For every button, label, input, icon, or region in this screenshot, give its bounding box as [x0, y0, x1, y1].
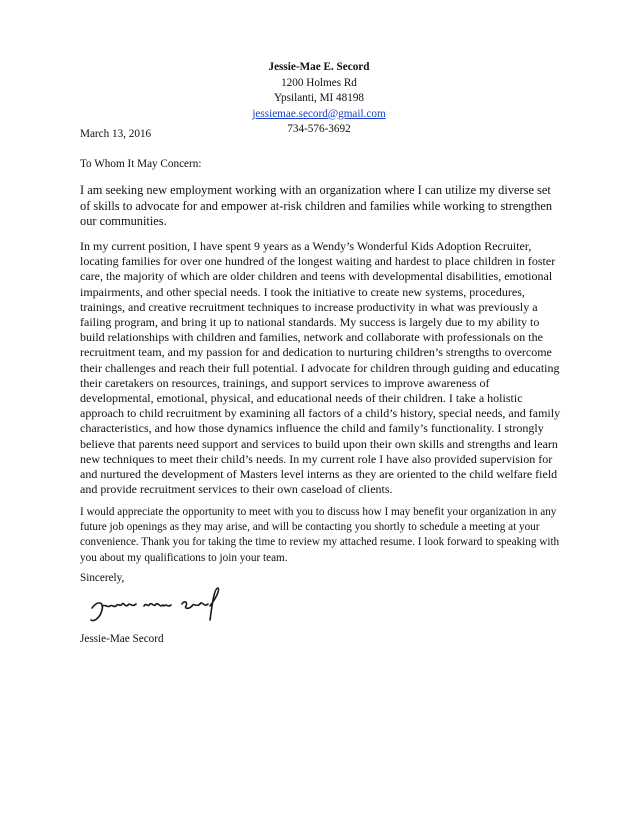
- paragraph-experience: [80, 239, 564, 497]
- paragraph-intro: [80, 183, 564, 230]
- paragraph-closing-text: I would appreciate the opportunity to meet with you to discuss how I may benefit your organization in any future job openings as they may arise, and will be contacting you shortly to schedule a meeting at your convenience. Thank you for taking the time to review my attached resume. I look forward to speaking with you about my qualifications to join your team.: [80, 506, 560, 564]
- sender-street: 1200 Holmes Rd: [281, 76, 357, 89]
- sender-city: Ypsilanti, MI 48198: [273, 92, 365, 104]
- sender-name: Jessie-Mae E. Secord: [268, 61, 370, 73]
- salutation: To Whom It May Concern:: [80, 158, 202, 170]
- paragraph-experience-text: In my current position, I have spent 9 years as a Wendy’s Wonderful Kids Adoption Recruiter, locating families for over one hundred of the longest waiting and hardest to place children in foster care, the majority of which are older children and teens with developmental disabilities, emotional impairments, and other special needs. I took the initiative to create new systems, procedures, trainings, and creative recruitment techniques to increase productivity in what was previously a failing program, and bring it up to national standards. My success is largely due to my ability to build relationships with children and families, network and collaborate with professionals on the recruitment team, and my passion for and dedication to nurturing children’s strengths to overcome their challenges and reach their full potential. I advocate for children through guiding and educating their caretakers on resources, trainings, and support services to improve awareness of developmental, emotional, physical, and educational needs of their children. I take a holistic approach to child recruitment by examining all factors of a child’s history, special needs, and family characteristics, and how those dynamics influence the child and family’s functionality. I strongly believe that parents need support and services to build upon their own skills and strengths and learn new techniques to meet their child’s needs. In my current role I have also provided supervision for and nurtured the development of Masters level interns as they are oriented to the child welfare field and provide recruitment services to their own caseload of clients.: [80, 239, 561, 497]
- letterhead: [0, 60, 638, 138]
- sender-email-link[interactable]: jessiemae.secord@gmail.com: [252, 107, 386, 120]
- sender-phone: 734-576-3692: [287, 123, 351, 135]
- paragraph-intro-text: I am seeking new employment working with an organization where I can utilize my diverse set of skills to advocate for and empower at-risk children and families while working to strengthen our communities.: [80, 183, 553, 229]
- paragraph-closing: [80, 505, 564, 566]
- letter-date: March 13, 2016: [80, 128, 152, 140]
- signer-name: Jessie-Mae Secord: [80, 633, 164, 645]
- handwritten-signature: [88, 586, 238, 626]
- complimentary-close: Sincerely,: [80, 572, 125, 584]
